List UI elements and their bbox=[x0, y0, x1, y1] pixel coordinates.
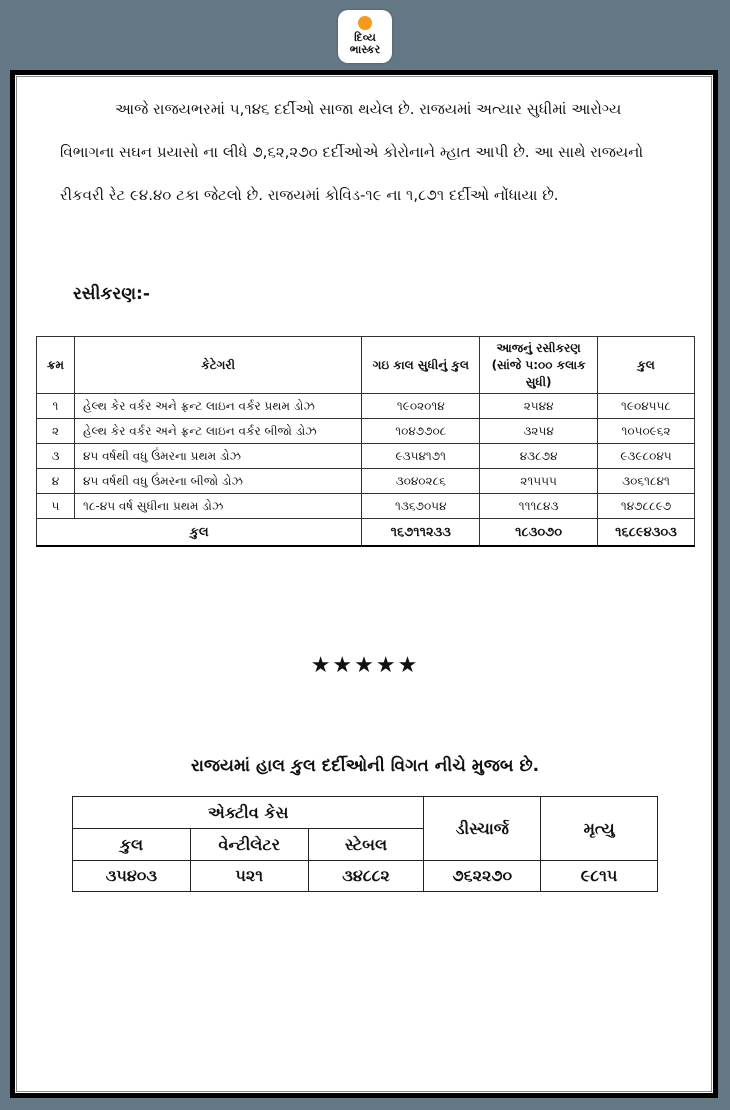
ventilator-value: ૫૨૧ bbox=[190, 861, 308, 892]
header-serial: ક્રમ bbox=[37, 337, 75, 394]
divya-bhaskar-logo bbox=[338, 10, 392, 63]
serial-cell: ૩ bbox=[37, 444, 75, 469]
header-ventilator: વેન્ટીલેટર bbox=[190, 829, 308, 861]
total-label: કુલ bbox=[37, 519, 362, 547]
header-total: કુલ bbox=[598, 337, 695, 394]
vaccination-table bbox=[36, 336, 695, 547]
status-values-row bbox=[73, 861, 658, 892]
logo-sun-icon bbox=[358, 16, 372, 30]
death-value: ૯૮૧૫ bbox=[541, 861, 658, 892]
total-cell: ૧૪૭૮૮૯૭ bbox=[598, 494, 695, 519]
table-row bbox=[37, 394, 695, 419]
star-separator: ★★★★★ bbox=[310, 653, 420, 678]
discharge-value: ૭૬૨૨૭૦ bbox=[424, 861, 541, 892]
header-till-yesterday: ગઇ કાલ સુધીનું કુલ bbox=[362, 337, 480, 394]
intro-paragraph bbox=[60, 88, 675, 217]
today-cell: ૩૨૫૪ bbox=[480, 419, 598, 444]
active-total-value: ૩૫૪૦૩ bbox=[73, 861, 191, 892]
till-yesterday-cell: ૧૦૪૭૭૦૮ bbox=[362, 419, 480, 444]
today-cell: ૪૩૮૭૪ bbox=[480, 444, 598, 469]
header-active-cases: એક્ટીવ કેસ bbox=[73, 797, 424, 829]
intro-text: આજે રાજયભરમાં ૫,૧૪૬ દર્દીઓ સાજા થયેલ છે. રાજયમાં અત્યાર સુધીમાં આરોગ્ય વિભાગના સઘન પ્રયાસો ના લીધે ૭,૬૨,૨૭૦ દર્દીઓએ કોરોનાને મ્હાત આપી છે. આ સાથે રાજયનો રીકવરી રેટ ૯૪.૪૦ ટકા જેટલો છે. રાજયમાં કોવિડ-૧૯ ના ૧,૮૭૧ દર્દીઓ નોંધાયા છે. bbox=[60, 100, 644, 204]
serial-cell: ૧ bbox=[37, 394, 75, 419]
category-cell: ૪૫ વર્ષથી વધુ ઉંમરના પ્રથમ ડોઝ bbox=[74, 444, 361, 469]
total-cell: ૧૦૫૦૯૬૨ bbox=[598, 419, 695, 444]
patient-status-title: રાજયમાં હાલ કુલ દર્દીઓની વિગત નીચે મુજબ છે. bbox=[190, 756, 540, 776]
today-cell: ૧૧૧૮૪૩ bbox=[480, 494, 598, 519]
header-today: આજનું રસીકરણ (સાંજે ૫:૦૦ કલાક સુધી) bbox=[480, 337, 598, 394]
till-yesterday-cell: ૯૩૫૪૧૭૧ bbox=[362, 444, 480, 469]
serial-cell: ૪ bbox=[37, 469, 75, 494]
header-stable: સ્ટેબલ bbox=[308, 829, 424, 861]
table-row bbox=[37, 419, 695, 444]
vaccination-header-row bbox=[37, 337, 695, 394]
status-header-row bbox=[73, 797, 658, 829]
table-row bbox=[37, 444, 695, 469]
table-row bbox=[37, 469, 695, 494]
today-cell: ૨૧૫૫૫ bbox=[480, 469, 598, 494]
total-cell: ૯૩૯૮૦૪૫ bbox=[598, 444, 695, 469]
till-yesterday-cell: ૧૩૬૭૦૫૪ bbox=[362, 494, 480, 519]
till-yesterday-cell: ૩૦૪૦૨૮૬ bbox=[362, 469, 480, 494]
logo-text-line2: ભાસ્કર bbox=[349, 43, 381, 56]
category-cell: ૪૫ વર્ષથી વધુ ઉંમરના બીજો ડોઝ bbox=[74, 469, 361, 494]
total-cell: ૧૯૦૪૫૫૮ bbox=[598, 394, 695, 419]
total-till-yesterday: ૧૬૭૧૧૨૩૩ bbox=[362, 519, 480, 547]
category-cell: હેલ્થ કેર વર્કર અને ફ્રન્ટ લાઇન વર્કર બીજો ડોઝ bbox=[74, 419, 361, 444]
total-today: ૧૮૩૦૭૦ bbox=[480, 519, 598, 547]
stable-value: ૩૪૮૮૨ bbox=[308, 861, 424, 892]
vaccination-heading: રસીકરણ:- bbox=[73, 284, 150, 304]
today-cell: ૨૫૪૪ bbox=[480, 394, 598, 419]
serial-cell: ૫ bbox=[37, 494, 75, 519]
document-frame bbox=[10, 70, 718, 1098]
patient-status-table bbox=[72, 796, 658, 892]
serial-cell: ૨ bbox=[37, 419, 75, 444]
vaccination-total-row bbox=[37, 519, 695, 547]
header-death: મૃત્યુ bbox=[541, 797, 658, 861]
header-discharge: ડીસ્ચાર્જ bbox=[424, 797, 541, 861]
total-cell: ૩૦૬૧૮૪૧ bbox=[598, 469, 695, 494]
header-active-total: કુલ bbox=[73, 829, 191, 861]
grand-total: ૧૬૮૯૪૩૦૩ bbox=[598, 519, 695, 547]
category-cell: હેલ્થ કેર વર્કર અને ફ્રન્ટ લાઇન વર્કર પ્રથમ ડોઝ bbox=[74, 394, 361, 419]
header-category: કેટેગરી bbox=[74, 337, 361, 394]
till-yesterday-cell: ૧૯૦૨૦૧૪ bbox=[362, 394, 480, 419]
logo-text-line1: દિવ્ય bbox=[354, 31, 376, 44]
category-cell: ૧૮-૪૫ વર્ષ સુધીના પ્રથમ ડોઝ bbox=[74, 494, 361, 519]
table-row bbox=[37, 494, 695, 519]
